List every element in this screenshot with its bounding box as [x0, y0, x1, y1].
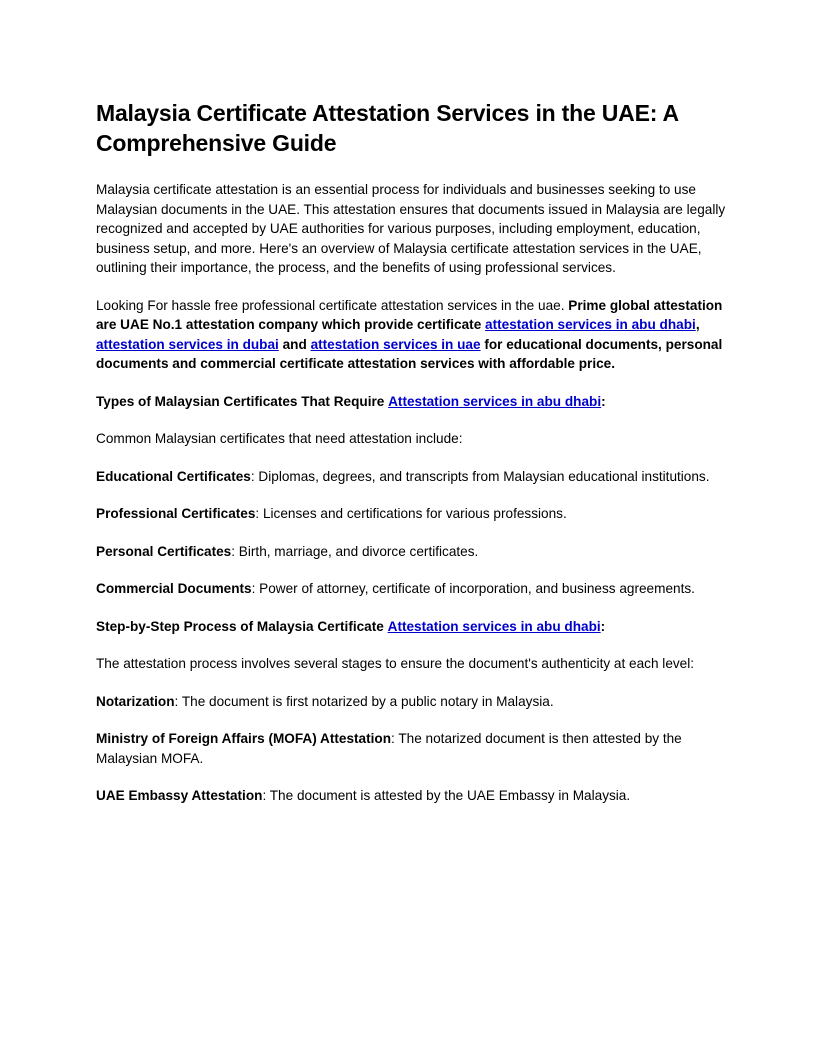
steps-heading — [96, 617, 726, 637]
step-term: UAE Embassy Attestation — [96, 788, 263, 803]
link-attestation-uae[interactable]: attestation services in uae — [310, 336, 481, 352]
type-desc: : Birth, marriage, and divorce certificates. — [231, 543, 479, 559]
promo-bold-1: Prime global attestation are UAE No.1 attestation company which provide certificate — [96, 297, 723, 332]
promo-paragraph — [96, 296, 726, 374]
link-attestation-abu-dhabi[interactable]: attestation services in abu dhabi — [485, 317, 696, 332]
step-item-mofa — [96, 729, 726, 768]
steps-heading-text: Step-by-Step Process of Malaysia Certificate — [96, 618, 384, 634]
intro-paragraph: Malaysia certificate attestation is an essential process for individuals and businesses seeking to use Malaysian documents in the UAE. This attestation ensures that documents issued in Malaysia are legally recognized and accepted by UAE authorities for various purposes, including employment, education, business setup, and more. Here's an overview of Malaysia certificate attestation services in the UAE, outlining their importance, the process, and the benefits of using professional services. — [96, 182, 726, 275]
document-page — [96, 98, 726, 824]
type-desc: : Licenses and certifications for various professions. — [255, 506, 567, 521]
types-heading — [96, 392, 726, 412]
step-desc: : The document is first notarized by a public notary in Malaysia. — [174, 693, 554, 709]
steps-intro: The attestation process involves several stages to ensure the document's authenticity at each level: — [96, 656, 695, 671]
page-title: Malaysia Certificate Attestation Services in the UAE: A Comprehensive Guide — [96, 100, 679, 156]
types-intro: Common Malaysian certificates that need attestation include: — [96, 431, 463, 446]
steps-heading-link[interactable]: Attestation services in abu dhabi — [387, 618, 601, 634]
link-attestation-dubai[interactable]: attestation services in dubai — [96, 336, 279, 352]
type-term: Commercial Documents — [96, 581, 252, 596]
step-term: Ministry of Foreign Affairs (MOFA) Attestation — [96, 731, 392, 746]
step-item-notarization — [96, 692, 726, 712]
types-heading-colon: : — [601, 393, 606, 409]
type-term: Personal Certificates — [96, 543, 232, 559]
types-heading-link[interactable]: Attestation services in abu dhabi — [388, 393, 602, 409]
type-item-professional — [96, 504, 726, 524]
promo-separator: , — [695, 317, 700, 332]
step-item-embassy — [96, 786, 726, 806]
promo-bold-2: for educational documents, personal documents and commercial certificate attestation services with affordable price. — [96, 336, 723, 371]
step-desc: : The document is attested by the UAE Embassy in Malaysia. — [262, 788, 631, 803]
type-term: Educational Certificates — [96, 468, 251, 484]
types-heading-text: Types of Malaysian Certificates That Require — [96, 393, 385, 409]
type-term: Professional Certificates — [96, 506, 256, 521]
step-desc: : The notarized document is then attested by the Malaysian MOFA. — [96, 731, 682, 766]
type-desc: : Power of attorney, certificate of incorporation, and business agreements. — [251, 581, 695, 596]
promo-and: and — [282, 336, 307, 352]
type-item-educational — [96, 467, 726, 487]
promo-lead: Looking For hassle free professional certificate attestation services in the uae. — [96, 297, 565, 313]
step-term: Notarization — [96, 693, 175, 709]
type-item-commercial — [96, 579, 726, 599]
type-desc: : Diplomas, degrees, and transcripts from Malaysian educational institutions. — [250, 468, 710, 484]
steps-heading-colon: : — [600, 618, 606, 634]
type-item-personal — [96, 542, 726, 562]
